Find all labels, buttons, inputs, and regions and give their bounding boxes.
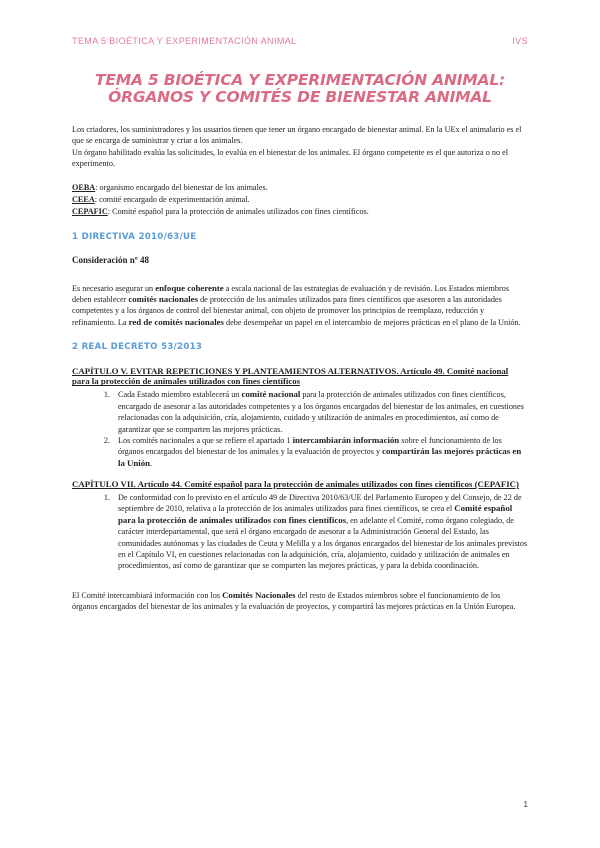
abbreviation-term: CEPAFIC xyxy=(72,207,108,217)
section-heading-directiva: 1 DIRECTIVA 2010/63/UE xyxy=(72,231,197,242)
closing-paragraph xyxy=(72,590,528,613)
document-title-line-2: ÓRGANOS Y COMITÉS DE BIENESTAR ANIMAL xyxy=(108,88,492,106)
abbreviation-item-ceea xyxy=(72,194,528,206)
text-run: sobre el funcionamiento de los órganos encargados del bienestar de los animales y la evaluación de proyectos y xyxy=(118,435,502,457)
bold-term: compartirán las mejores prácticas en la Unión xyxy=(118,446,522,468)
bold-term: enfoque coherente xyxy=(155,282,224,293)
text-run: De conformidad con lo previsto en el artículo 49 de Directiva 2010/63/UE del Parlamento Europeo y del Consejo, de 22 de septiembre de 2010, relativa a la protección de los animales utilizados para fines científicos, se crea el xyxy=(118,492,522,514)
bold-term: comités nacionales xyxy=(128,294,199,305)
intro-paragraph-1: Los criadores, los suministradores y los usuarios tienen que tener un órgano encargado de bienestar animal. En la UEx el animalario es el que se encarga de suministrar y criar a los animales. xyxy=(72,125,522,146)
bold-term: red de comités nacionales xyxy=(128,316,224,327)
intro-block xyxy=(72,124,528,170)
section-heading-real-decreto: 2 REAL DECRETO 53/2013 xyxy=(72,342,203,353)
header-left-title: TEMA 5 BIOÉTICA Y EXPERIMENTACIÓN ANIMAL xyxy=(72,36,297,46)
text-run: Es necesario asegurar un xyxy=(72,283,156,293)
abbreviation-item-oeba xyxy=(72,182,528,194)
chapter-vii-heading: CAPÍTULO VII. Artículo 44. Comité español para la protección de animales utilizados con fines científicos (CEPAFIC) xyxy=(72,479,519,490)
header-right-initials: IVS xyxy=(512,36,528,46)
text-run: debe desempeñar un papel en el intercambio de mejores prácticas en el plano de la Unión. xyxy=(223,317,521,327)
bold-term: intercambiarán información xyxy=(292,434,400,445)
bold-term: Comités Nacionales xyxy=(222,589,296,600)
list-item xyxy=(112,435,528,469)
text-run: para la protección de animales utilizados con fines científicos, encargado de asesorar a las autoridades competentes y a los órganos encargados del bienestar de los animales, en cuestiones relacionadas con la adquisición, cría, alojamiento, cuidado y utilización de animales en procedimientos, así como de garantizar que se comparten las mejores prácticas. xyxy=(118,390,524,434)
text-run: Cada Estado miembro establecerá un xyxy=(118,390,242,400)
text-run: de protección de los animales utilizados para fines científicos que asesoren a las autoridades competentes y a los órganos de control del bienestar animal, con objeto de promover los principios de reemplazo, reducción y refinamiento. La xyxy=(72,295,502,327)
chapter-v-heading: CAPÍTULO V. EVITAR REPETICIONES Y PLANTEAMIENTOS ALTERNATIVOS. Artículo 49. Comité nacional para la protección de animales utilizados con fines científicos xyxy=(72,365,509,387)
text-run: del resto de Estados miembros sobre el funcionamiento de los órganos encargados del bienestar de los animales y la evaluación de proyectos, y compartirá las mejores prácticas en la Unión Europea. xyxy=(72,590,516,612)
bold-term: comité nacional xyxy=(241,389,301,400)
consideration-paragraph xyxy=(72,283,528,329)
page-header xyxy=(72,36,528,46)
abbreviation-definition: : organismo encargado del bienestar de los animales. xyxy=(95,182,268,192)
abbreviation-term: CEEA xyxy=(72,195,95,205)
chapter-v-list xyxy=(72,389,528,469)
page-number: 1 xyxy=(523,800,528,809)
text-run: a escala nacional de las estrategias de evaluación y de revisión. Los Estados miembros deben establecer xyxy=(72,283,510,305)
abbreviation-definition: : Comité español para la protección de animales utilizados con fines científicos. xyxy=(107,207,369,217)
abbreviation-list xyxy=(72,182,528,219)
text-run: . xyxy=(150,458,153,468)
bold-term: Comité español para la protección de animales utilizados con fines científicos xyxy=(118,503,513,525)
abbreviation-item-cepafic xyxy=(72,206,528,218)
text-run: , en adelante el Comité, como órgano colegiado, de carácter interdepartamental, que será el órgano encargado de asesorar a la Administración General del Estado, las comunidades autónomas y las ciudades de Ceuta y Melilla y a los órganos encargados del bienestar de los animales previstos en el Capítulo VI, en cuestiones relacionadas con la adquisición, cría, alojamiento, cuidado y utilización de animales en procedimientos, así como de garantizar que se comparten las mejores prácticas, y para la debida coordinación. xyxy=(118,515,528,571)
document-body xyxy=(72,124,528,627)
document-title xyxy=(60,72,540,106)
list-item xyxy=(112,492,528,572)
intro-paragraph-2: Un órgano habilitado evalúa las solicitudes, lo evalúa en el bienestar de los animales. El órgano competente es el que autoriza o no el experimento. xyxy=(72,147,508,169)
abbreviation-term: OEBA xyxy=(72,182,96,192)
text-run: El Comité intercambiará información con los xyxy=(72,590,223,600)
list-item xyxy=(112,389,528,435)
abbreviation-definition: : comité encargado de experimentación animal. xyxy=(94,195,250,205)
chapter-vii-list xyxy=(72,492,528,572)
consideration-heading: Consideración nº 48 xyxy=(72,255,149,266)
document-title-line-1: TEMA 5 BIOÉTICA Y EXPERIMENTACIÓN ANIMAL: xyxy=(94,71,505,89)
text-run: Los comités nacionales a que se refiere el apartado 1 xyxy=(118,435,293,445)
